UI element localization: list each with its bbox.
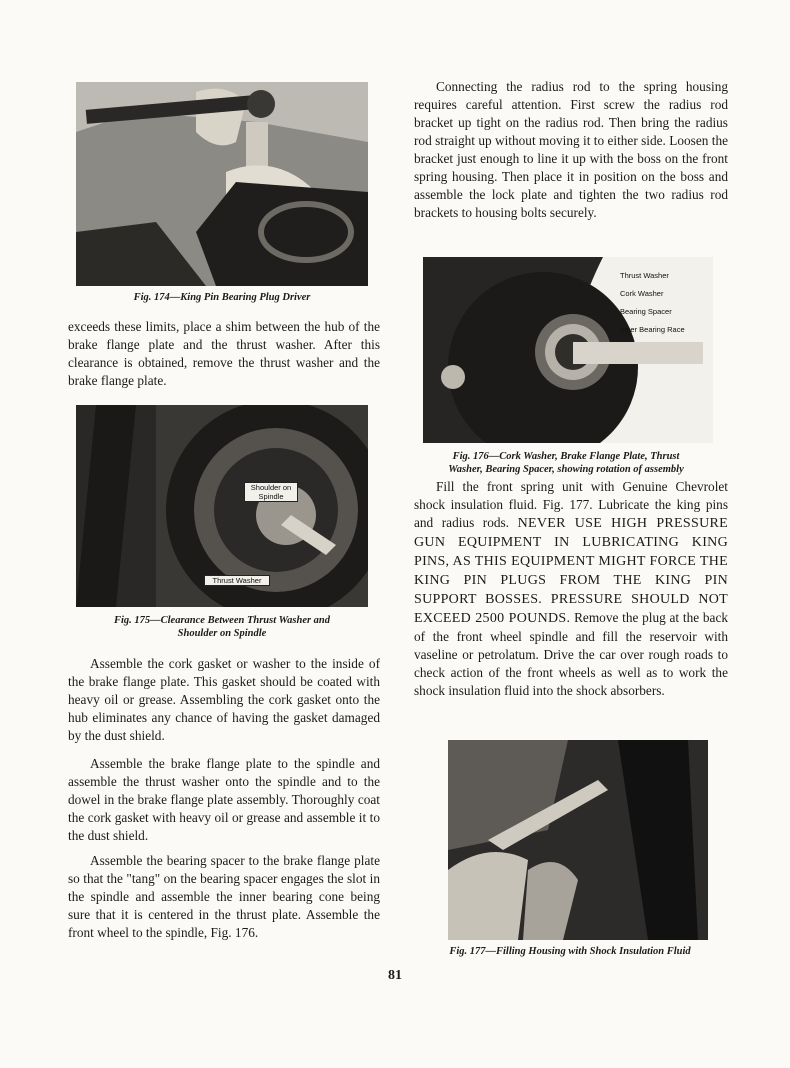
figure-175-thrust-washer-label: Thrust Washer [204,575,270,586]
figure-177-illustration [448,740,708,940]
figure-176-illustration [423,257,713,443]
left-paragraph-4: Assemble the bearing spacer to the brake flange plate so that the "tang" on the bearing spacer engages the slot in the spindle and assemble the inner bearing cone being sure that it is centered in the thrust plate. Assemble the front wheel to the spindle, Fig. 176. [68,853,380,940]
right-paragraph-1: Connecting the radius rod to the spring housing requires careful attention. First screw the radius rod bracket up tight on the radius rod. Then bring the radius rod straight up without moving it to either side. Loosen the bracket just enough to line it up with the boss on the front spring housing. Then place it in position on the boss and assemble the lock plate and tighten the two radius rod brackets to housing bolts securely. [414,79,728,220]
figure-176-caption-line2: Washer, Bearing Spacer, showing rotation of assembly [448,464,684,475]
right-paragraph-2-warning: NEVER USE HIGH PRESSURE GUN EQUIPMENT IN LUBRICATING KING PINS, AS THIS EQUIPMENT MIGHT FORCE THE KING PIN PLUGS FROM THE KING PIN SUPPORT BOSSES. PRESSURE SHOULD NOT EXCEED 2500 POUNDS. [414,516,728,626]
left-paragraph-2: Assemble the cork gasket or washer to the inside of the brake flange plate. This gasket should be coated with heavy oil or grease. Assembling the cork gasket onto the hub eliminates any chance of having the gasket damaged by the dust shield. [68,656,380,743]
figure-176-caption [410,450,722,476]
figure-177-caption: Fig. 177—Filling Housing with Shock Insulation Fluid [449,946,691,957]
left-paragraph-3: Assemble the brake flange plate to the spindle and assemble the thrust washer onto the spindle and to the dowel in the brake flange plate assembly. Thoroughly coat the cork gasket with heavy oil or grease and assemble it to the dust shield. [68,756,380,843]
figure-175-caption-line1: Fig. 175—Clearance Between Thrust Washer and [113,615,331,626]
right-paragraph-2-start: Fill the front spring unit with Genuine Chevrolet shock insulation fluid. Fig. 177. Lubricate the king pins and radius rods. [414,479,728,530]
left-paragraph-1: exceeds these limits, place a shim between the hub of the brake flange plate and the thrust washer. After this clearance is obtained, remove the thrust washer and the brake flange plate. [68,319,380,388]
figure-174-photo [76,82,368,286]
figure-176-cork-washer-label: Cork Washer [620,289,664,298]
figure-174-illustration [76,82,368,286]
right-paragraph-2-end: Remove the plug at the back of the front wheel spindle and fill the reservoir with vaseline or petrolatum. Drive the car over rough roads to check action of the front wheels as well as to work the shock insulation fluid into the shock absorbers. [414,610,728,698]
figure-175-caption-line2: Shoulder on Spindle [177,628,267,639]
figure-175-shoulder-label [244,482,298,502]
figure-175-shoulder-label-line1: Shoulder on [250,483,292,492]
page-number: 81 [388,968,402,983]
right-paragraph-2 [414,478,728,700]
figure-176-inner-race-label: Inner Bearing Race [620,325,685,334]
figure-176-bearing-spacer-label: Bearing Spacer [620,307,672,316]
figure-174-caption: Fig. 174—King Pin Bearing Plug Driver [133,292,311,303]
figure-176-thrust-washer-label: Thrust Washer [620,271,669,280]
figure-176-photo [423,257,713,443]
figure-177-photo [448,740,708,940]
figure-175-caption [76,614,368,640]
figure-176-caption-line1: Fig. 176—Cork Washer, Brake Flange Plate, Thrust [452,451,680,462]
figure-175-shoulder-label-line2: Spindle [258,492,284,501]
